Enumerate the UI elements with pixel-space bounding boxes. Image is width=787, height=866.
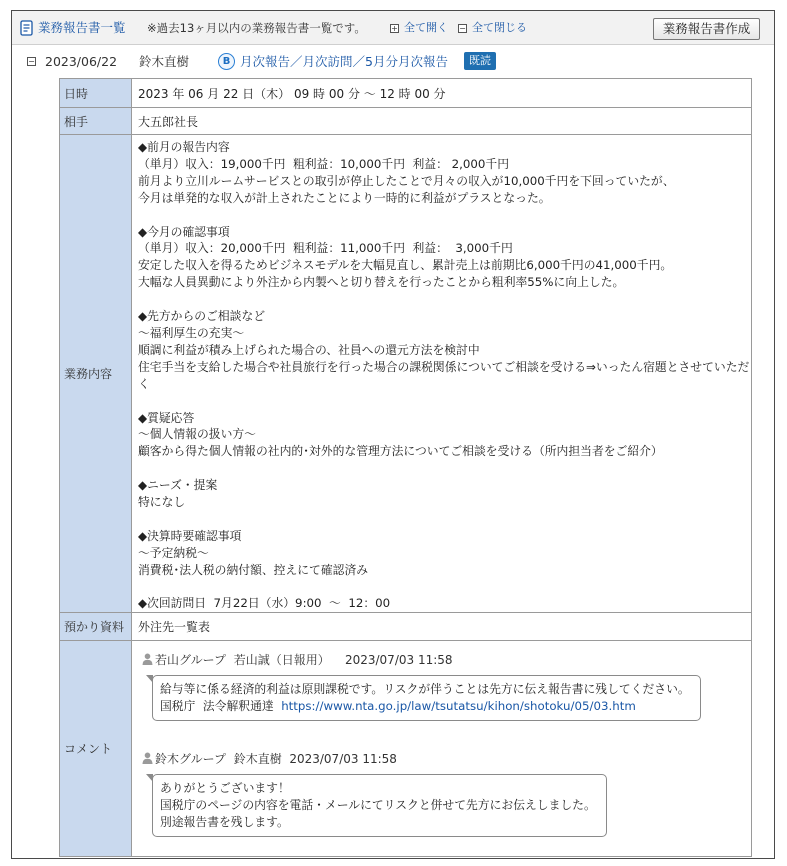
report-subject-link[interactable]: 月次報告／月次訪問／5月分月次報告 — [240, 54, 448, 69]
comment-bubble — [152, 675, 701, 721]
comment-author: 鈴木直樹 — [233, 752, 282, 767]
partner-label: 相手 — [60, 108, 132, 135]
comment-cell — [132, 641, 752, 857]
expand-all-link[interactable] — [390, 21, 448, 35]
partner-value: 大五郎社長 — [132, 108, 752, 135]
person-icon — [142, 653, 153, 665]
comment-group: 若山グループ — [155, 653, 227, 668]
comment-item — [132, 752, 751, 852]
comment-body-prefix: 国税庁 法令解釈通達 — [160, 699, 282, 714]
comment-bubble: ありがとうございます！ 国税庁のページの内容を電話・メールにてリスクと併せて先方にお伝えしました。 別途報告書を残します。 — [152, 774, 607, 837]
comment-header — [142, 653, 453, 667]
content-label: 業務内容 — [60, 135, 132, 613]
report-detail-table — [59, 78, 752, 857]
docs-row — [60, 613, 752, 641]
document-icon — [20, 20, 34, 36]
expand-all-label: 全て開く — [404, 21, 448, 34]
row-collapse-icon[interactable]: − — [28, 57, 35, 66]
comment-timestamp: 2023/07/03 11:58 — [344, 653, 453, 668]
report-list-panel — [11, 10, 775, 859]
nta-url-link[interactable]: https://www.nta.go.jp/law/tsutatsu/kihon/shotoku/05/03.htm — [281, 699, 636, 714]
comment-row — [60, 641, 752, 857]
partner-row — [60, 108, 752, 135]
collapse-all-link[interactable] — [458, 21, 527, 35]
comment-label: コメント — [60, 641, 132, 857]
datetime-row — [60, 79, 752, 108]
list-header — [12, 11, 774, 45]
comment-group: 鈴木グループ — [155, 752, 227, 767]
read-status-badge: 既読 — [464, 52, 496, 70]
list-title-link[interactable]: 業務報告書一覧 — [38, 20, 126, 35]
create-report-button[interactable]: 業務報告書作成 — [653, 18, 760, 40]
datetime-value: 2023 年 06 月 22 日（木） 09 時 00 分 ～ 12 時 00 分 — [132, 79, 752, 108]
content-row — [60, 135, 752, 613]
collapse-all-label: 全て閉じる — [472, 21, 527, 34]
list-note: ※過去13ヶ月以内の業務報告書一覧です。 — [147, 21, 366, 35]
datetime-label: 日時 — [60, 79, 132, 108]
comment-header — [142, 752, 397, 766]
collapse-box-icon: − — [459, 24, 466, 33]
report-person: 鈴木直樹 — [139, 54, 190, 69]
comment-author: 若山誠（日報用） — [233, 653, 330, 668]
content-cell — [132, 135, 752, 613]
comment-body-line: 給与等に係る経済的利益は原則課税です。リスクが伴うことは先方に伝え報告書に残してください。 — [160, 682, 690, 697]
comment-timestamp: 2023/07/03 11:58 — [289, 752, 397, 767]
expand-box-icon: + — [391, 24, 398, 33]
report-row — [12, 46, 774, 76]
person-icon — [142, 752, 153, 764]
docs-label: 預かり資料 — [60, 613, 132, 641]
docs-value: 外注先一覧表 — [132, 613, 752, 641]
content-value: ◆前月の報告内容 （単月）収入：19,000千円 粗利益：10,000千円 利益： 2,000千円 前月より立川ルームサービスとの取引が停止したことで月々の収入が10,000千円を下回っていたが、 今月は単発的な収入が計上されたことにより一時的に利益がプラスとなった。 ◆今月の確認事項 （単月）収入：20,000千円 粗利益：11,000千円 利益： 3,000千円 安定した収入を得るためビジネスモデルを大幅見直し、累計売上は前期比6,000千円の41,000千円。 大幅な人員異動により外注から内製へと切り替えを行ったことから粗利率55%に向上した。 ◆先方からのご相談など ～福利厚生の充実～ 順調に利益が積み上げられた場合の、社員への還元方法を検討中 住宅手当を支給した場合や社員旅行を行った場合の課税関係についてご相談を受ける⇒いったん宿題とさせていただく ◆質疑応答 ～個人情報の扱い方～ 顧客から得た個人情報の社内的･対外的な管理方法についてご相談を受ける（所内担当者をご紹介） ◆ニーズ・提案 特になし ◆決算時要確認事項 ～予定納税～ 消費税･法人税の納付額、控えにて確認済み ◆次回訪問日 7月22日（水）9:00 ～ 12：00 — [138, 140, 750, 611]
report-date: 2023/06/22 — [45, 54, 118, 69]
comment-item — [132, 653, 751, 753]
report-type-b-icon: B — [218, 53, 235, 70]
